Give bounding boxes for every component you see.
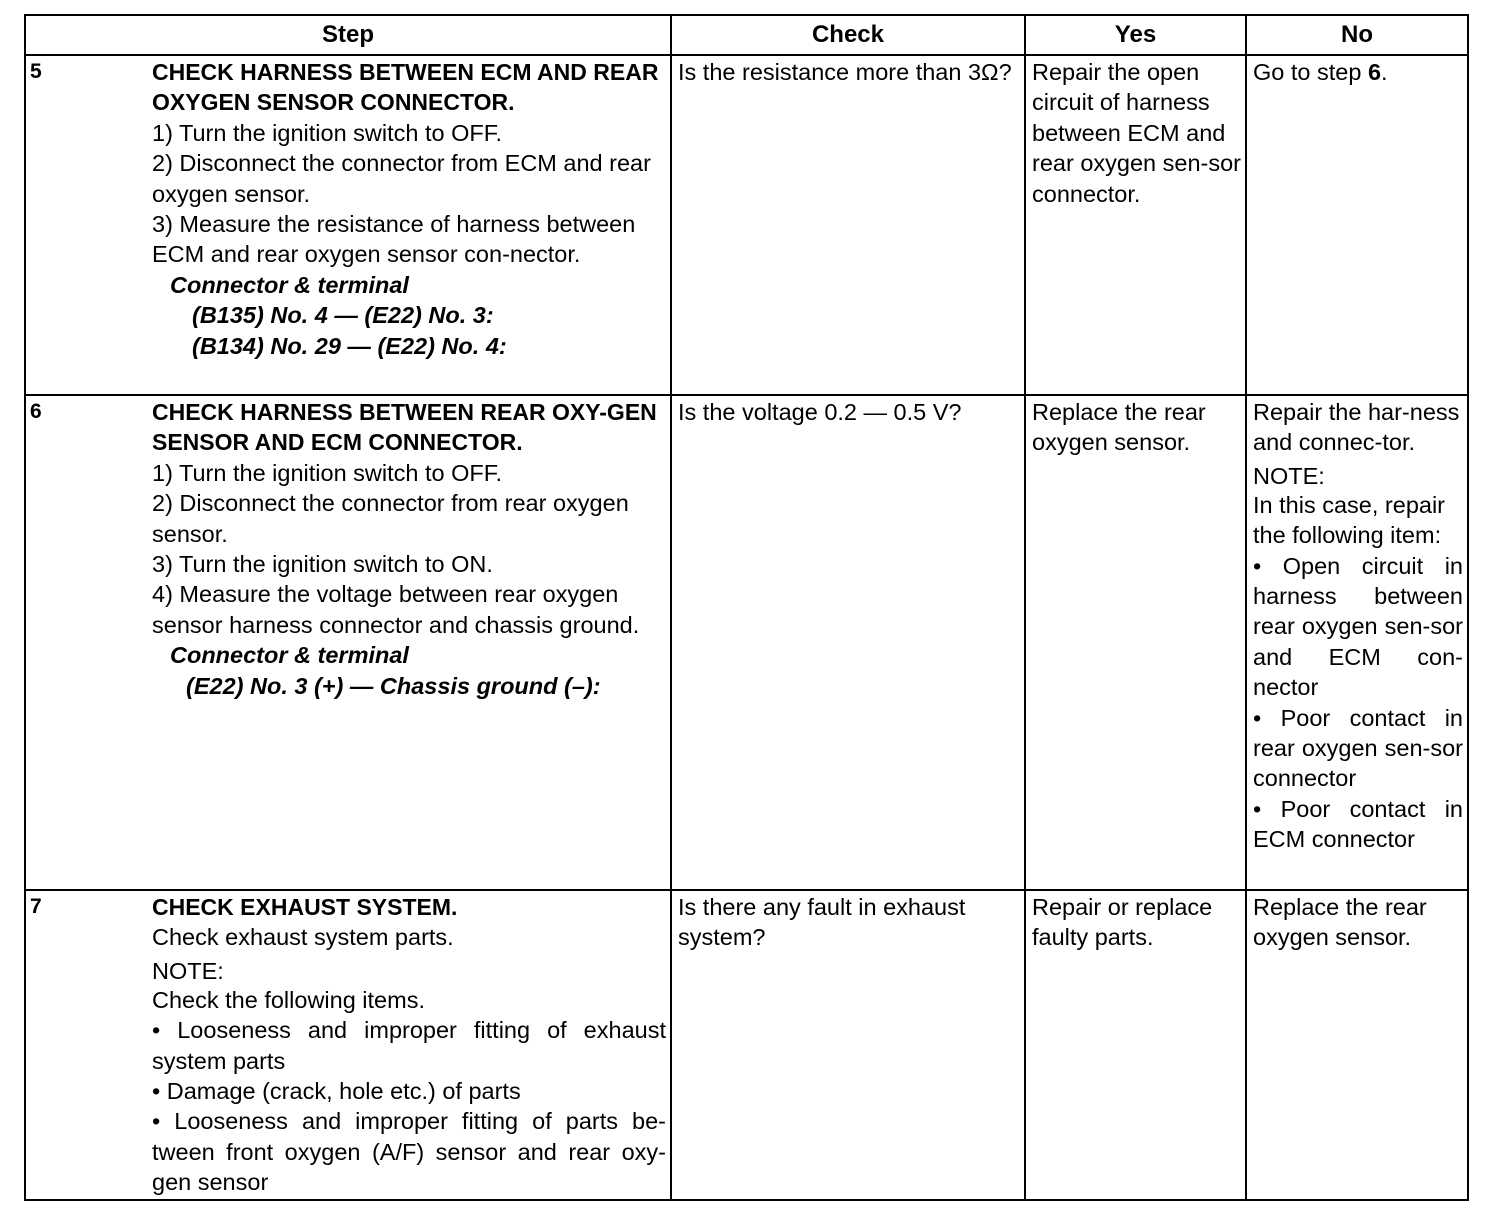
list-item: • Damage (crack, hole etc.) of parts bbox=[152, 1078, 521, 1105]
step-instruction: 1) Turn the ignition switch to OFF. bbox=[152, 459, 503, 486]
check-cell bbox=[671, 55, 1025, 395]
yes-action: Replace the rear oxygen sensor. bbox=[1032, 399, 1206, 456]
header-check: Check bbox=[671, 15, 1025, 55]
note-text: Check the following items. bbox=[152, 986, 425, 1013]
no-action bbox=[1247, 56, 1467, 87]
list-item: • Looseness and improper fitting of exhaust system parts bbox=[152, 1017, 666, 1074]
yes-cell bbox=[1025, 890, 1246, 1200]
step-title: CHECK EXHAUST SYSTEM. bbox=[152, 894, 458, 920]
no-cell bbox=[1246, 890, 1468, 1200]
list-item: • Looseness and improper fitting of parts be-tween front oxygen (A/F) sensor and rear oxy-gen sensor bbox=[152, 1108, 666, 1196]
list-item: • Open circuit in harness between rear oxygen sen-sor and ECM con-nector bbox=[1253, 552, 1463, 701]
check-question: Is the resistance more than 3Ω? bbox=[678, 59, 1012, 85]
check-question: Is the voltage 0.2 — 0.5 V? bbox=[678, 399, 962, 425]
table-row bbox=[25, 55, 1468, 395]
no-cell bbox=[1246, 55, 1468, 395]
check-cell bbox=[671, 395, 1025, 890]
step-cell bbox=[25, 890, 671, 1200]
step-instruction: 3) Measure the resistance of harness between ECM and rear oxygen sensor con-nector. bbox=[152, 211, 636, 268]
step-number: 5 bbox=[30, 60, 42, 83]
note-text: In this case, repair the following item: bbox=[1253, 491, 1446, 549]
terminal-spec: (E22) No. 3 (+) — Chassis ground (–): bbox=[186, 672, 601, 699]
step-instruction: 2) Disconnect the connector from ECM and rear oxygen sensor. bbox=[152, 150, 651, 207]
no-action: Repair the har-ness and connec-tor. bbox=[1253, 399, 1460, 456]
step-cell bbox=[25, 55, 671, 395]
header-yes: Yes bbox=[1025, 15, 1246, 55]
step-cell bbox=[25, 395, 671, 890]
list-item: • Poor contact in ECM connector bbox=[1253, 795, 1463, 853]
yes-cell bbox=[1025, 55, 1246, 395]
no-action-suffix: . bbox=[1381, 59, 1388, 85]
yes-action: Repair the open circuit of harness between ECM and rear oxygen sen-sor connector. bbox=[1032, 59, 1241, 207]
header-row bbox=[25, 15, 1468, 55]
connector-label: Connector & terminal bbox=[170, 642, 409, 669]
step-number: 7 bbox=[30, 895, 42, 918]
connector-label: Connector & terminal bbox=[170, 271, 409, 298]
step-title: CHECK HARNESS BETWEEN REAR OXY-GEN SENSOR AND ECM CONNECTOR. bbox=[152, 399, 657, 456]
step-number: 6 bbox=[30, 400, 42, 423]
check-question: Is there any fault in exhaust system? bbox=[678, 894, 966, 951]
table-row bbox=[25, 395, 1468, 890]
list-item: • Poor contact in rear oxygen sen-sor connector bbox=[1253, 704, 1463, 792]
step-body: Check exhaust system parts. bbox=[152, 924, 454, 951]
terminal-spec: (B134) No. 29 — (E22) No. 4: bbox=[192, 332, 507, 359]
diagnostic-table bbox=[24, 14, 1469, 1201]
step-instruction: 1) Turn the ignition switch to OFF. bbox=[152, 119, 503, 146]
no-cell bbox=[1246, 395, 1468, 890]
no-action: Replace the rear oxygen sensor. bbox=[1253, 894, 1427, 951]
note-label: NOTE: bbox=[1253, 462, 1325, 489]
step-instruction: 4) Measure the voltage between rear oxygen sensor harness connector and chassis ground. bbox=[152, 581, 640, 638]
check-cell bbox=[671, 890, 1025, 1200]
yes-action: Repair or replace faulty parts. bbox=[1032, 894, 1213, 951]
step-instruction: 3) Turn the ignition switch to ON. bbox=[152, 551, 493, 578]
no-action-prefix: Go to step bbox=[1253, 59, 1368, 85]
step-instruction: 2) Disconnect the connector from rear oxygen sensor. bbox=[152, 490, 629, 547]
note-label: NOTE: bbox=[152, 957, 224, 984]
terminal-spec: (B135) No. 4 — (E22) No. 3: bbox=[192, 302, 494, 329]
header-no: No bbox=[1246, 15, 1468, 55]
table-row bbox=[25, 890, 1468, 1200]
no-action-step-link: 6 bbox=[1367, 59, 1382, 85]
header-step: Step bbox=[25, 15, 671, 55]
step-title: CHECK HARNESS BETWEEN ECM AND REAR OXYGEN SENSOR CONNECTOR. bbox=[152, 59, 659, 116]
yes-cell bbox=[1025, 395, 1246, 890]
